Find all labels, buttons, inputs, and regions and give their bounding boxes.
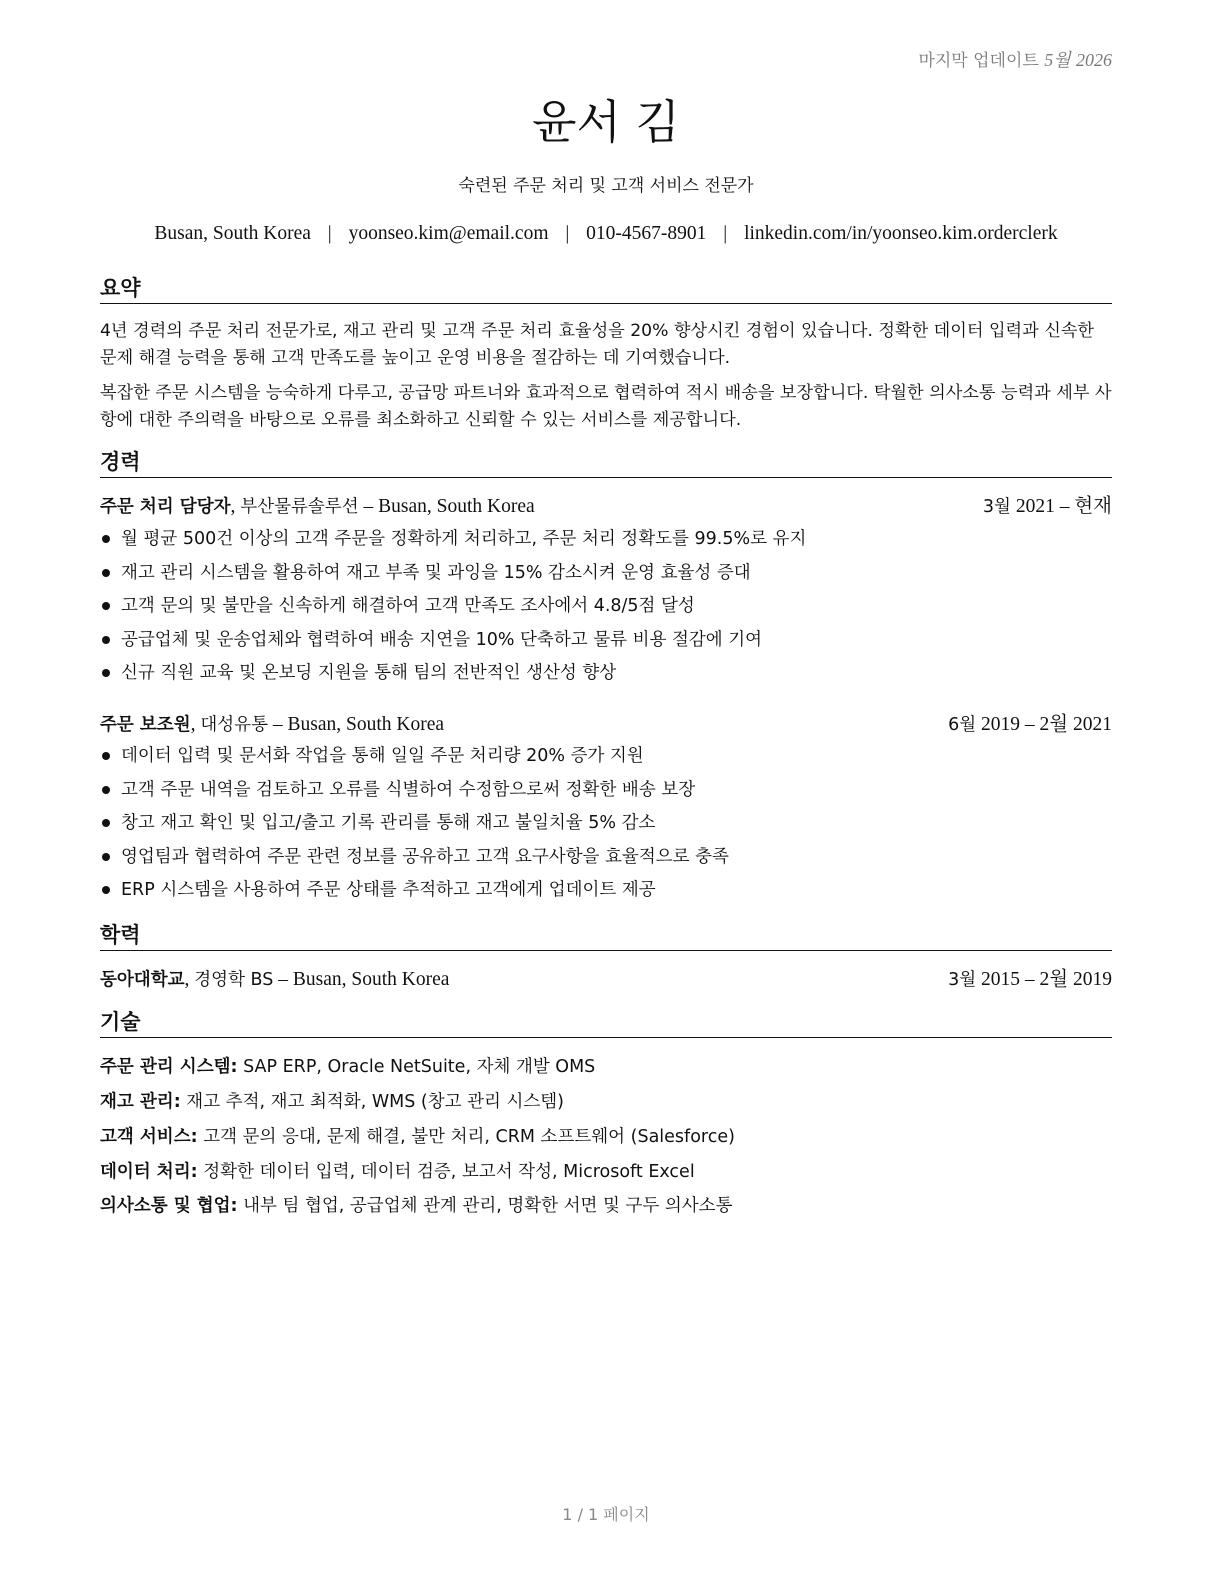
list-item: 월 평균 500건 이상의 고객 주문을 정확하게 처리하고, 주문 처리 정확도를 99.5%로 유지: [100, 526, 1112, 560]
skill-value: 고객 문의 응대, 문제 해결, 불만 처리, CRM 소프트웨어 (Salesforce): [203, 1127, 735, 1147]
job-company: 대성유통: [200, 715, 268, 735]
skill-row: [100, 1089, 1112, 1115]
list-item: 데이터 입력 및 문서화 작업을 통해 일일 주문 처리량 20% 증가 지원: [100, 743, 1112, 777]
contact-linkedin[interactable]: linkedin.com/in/yoonseo.kim.orderclerk: [744, 223, 1058, 244]
education-degree: 경영학 BS: [194, 970, 274, 990]
education-dates: [948, 967, 1112, 993]
education-school: 동아대학교: [100, 970, 185, 990]
candidate-tagline: 숙련된 주문 처리 및 고객 서비스 전문가: [458, 176, 754, 196]
skill-row: [100, 1193, 1112, 1219]
section-title-experience: 경력: [100, 449, 1112, 478]
job-header: 주문 처리 담당자, 부산물류솔루션 – Busan, South Korea 3월 2021 – 현재: [100, 494, 1112, 520]
skill-label: 재고 관리:: [100, 1092, 181, 1112]
summary-paragraph: 복잡한 주문 시스템을 능숙하게 다루고, 공급망 파트너와 효과적으로 협력하여 적시 배송을 보장합니다. 탁월한 의사소통 능력과 세부 사항에 대한 주의력을 바탕으로 오류를 최소화하고 신뢰할 수 있는 서비스를 제공합니다.: [100, 383, 1112, 430]
section-title-summary: 요약: [100, 275, 1112, 304]
education-date-month: 3월: [948, 970, 977, 990]
last-updated-month: 5월: [1044, 50, 1071, 70]
job-location: – Busan, South Korea: [363, 496, 535, 517]
list-item: 공급업체 및 운송업체와 협력하여 배송 지연을 10% 단축하고 물류 비용 절감에 기여: [100, 627, 1112, 661]
list-item: 창고 재고 확인 및 입고/출고 기록 관리를 통해 재고 불일치율 5% 감소: [100, 810, 1112, 844]
skill-row: [100, 1054, 1112, 1080]
contact-separator: |: [565, 223, 570, 244]
job-date-range: 2019 – 2월 2021: [981, 714, 1112, 735]
candidate-name: 윤서 김: [532, 95, 680, 149]
list-item: 고객 주문 내역을 검토하고 오류를 식별하여 수정함으로써 정확한 배송 보장: [100, 777, 1112, 811]
job-date-month: 3월: [982, 497, 1011, 517]
skill-row: [100, 1124, 1112, 1150]
education-location: – Busan, South Korea: [278, 969, 450, 990]
job-role: 주문 처리 담당자: [100, 497, 231, 517]
list-item: 영업팀과 협력하여 주문 관련 정보를 공유하고 고객 요구사항을 효율적으로 충족: [100, 844, 1112, 878]
job-date-month: 6월: [948, 715, 977, 735]
contact-phone[interactable]: 010-4567-8901: [586, 223, 707, 244]
skill-row: [100, 1159, 1112, 1185]
last-updated-year: 2026: [1076, 50, 1112, 70]
skill-value: 내부 팀 협업, 공급업체 관계 관리, 명확한 서면 및 구두 의사소통: [243, 1196, 733, 1216]
page-indicator: 1 / 1 페이지: [562, 1505, 650, 1524]
skill-label: 의사소통 및 협업:: [100, 1196, 238, 1216]
job-dates: [983, 494, 1112, 520]
skill-value: 재고 추적, 재고 최적화, WMS (창고 관리 시스템): [186, 1092, 565, 1112]
skill-label: 주문 관리 시스템:: [100, 1057, 238, 1077]
last-updated-label: 마지막 업데이트: [918, 51, 1039, 71]
section-title-skills: 기술: [100, 1009, 1112, 1038]
job-date-range: 2021 – 현재: [1015, 496, 1112, 517]
skill-label: 데이터 처리:: [100, 1162, 198, 1182]
list-item: 신규 직원 교육 및 온보딩 지원을 통해 팀의 전반적인 생산성 향상: [100, 660, 1112, 694]
job-header: 주문 보조원, 대성유통 – Busan, South Korea 6월 2019 – 2월 2021: [100, 712, 1112, 738]
skill-value: SAP ERP, Oracle NetSuite, 자체 개발 OMS: [243, 1057, 596, 1077]
education-entry: 동아대학교, 경영학 BS – Busan, South Korea 3월 2015 – 2월 2019: [100, 967, 1112, 993]
job-role: 주문 보조원: [100, 715, 191, 735]
job-dates: [948, 712, 1112, 738]
section-title-education: 학력: [100, 922, 1112, 951]
contact-separator: |: [327, 223, 332, 244]
list-item: 고객 문의 및 불만을 신속하게 해결하여 고객 만족도 조사에서 4.8/5점 달성: [100, 593, 1112, 627]
resume-page: [100, 0, 1112, 1584]
list-item: 재고 관리 시스템을 활용하여 재고 부족 및 과잉을 15% 감소시켜 운영 효율성 증대: [100, 560, 1112, 594]
skill-label: 고객 서비스:: [100, 1127, 198, 1147]
last-updated: [918, 46, 1112, 72]
summary-paragraph: 4년 경력의 주문 처리 전문가로, 재고 관리 및 고객 주문 처리 효율성을 20% 향상시킨 경험이 있습니다. 정확한 데이터 입력과 신속한 문제 해결 능력을 통해 고객 만족도를 높이고 운영 비용을 절감하는 데 기여했습니다.: [100, 321, 1095, 368]
contact-location: Busan, South Korea: [154, 223, 311, 244]
contact-email[interactable]: yoonseo.kim@email.com: [348, 223, 549, 244]
contact-separator: |: [723, 223, 728, 244]
education-date-range: 2015 – 2월 2019: [981, 969, 1112, 990]
job-bullets: [100, 743, 1112, 911]
list-item: ERP 시스템을 사용하여 주문 상태를 추적하고 고객에게 업데이트 제공: [100, 877, 1112, 911]
skill-value: 정확한 데이터 입력, 데이터 검증, 보고서 작성, Microsoft Excel: [203, 1162, 695, 1182]
job-bullets: [100, 526, 1112, 694]
job-location: – Busan, South Korea: [272, 714, 445, 735]
contact-line: [86, 223, 1126, 245]
job-company: 부산물류솔루션: [240, 497, 359, 517]
